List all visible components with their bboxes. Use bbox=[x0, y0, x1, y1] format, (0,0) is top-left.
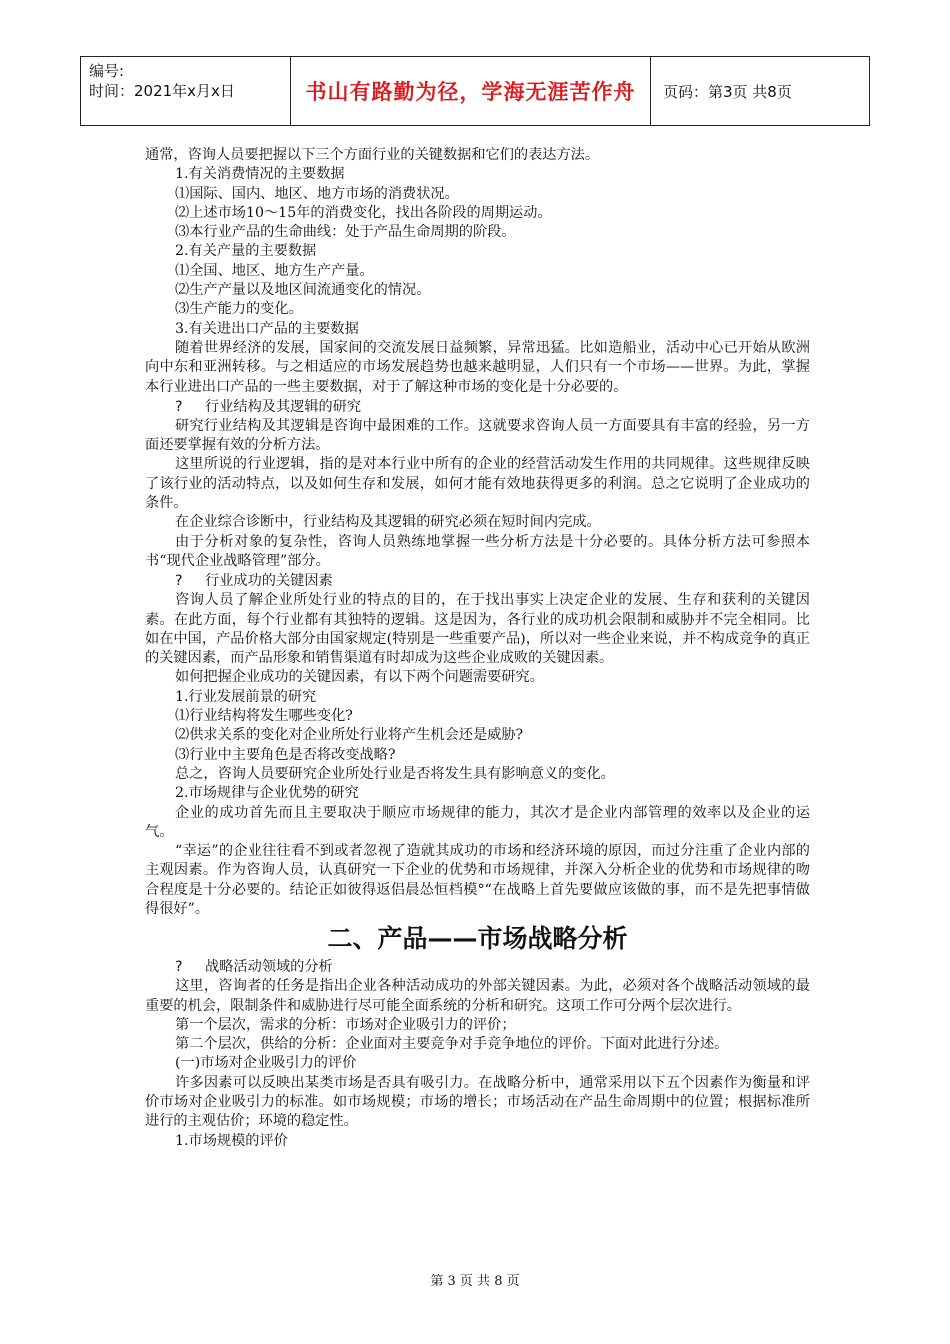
header-page-info: 页码：第3页 共8页 bbox=[663, 82, 792, 101]
list-item: ⑵供求关系的变化对企业所处行业将产生机会还是威胁? bbox=[175, 727, 524, 744]
list-item: ⑶本行业产品的生命曲线：处于产品生命周期的阶段。 bbox=[175, 224, 516, 241]
subsection-heading-text: 行业成功的关键因素 bbox=[205, 573, 333, 590]
subsection-heading-text: 行业结构及其逻辑的研究 bbox=[205, 398, 362, 415]
paragraph: 随着世界经济的发展，国家间的交流发展日益频繁，异常迅猛。比如造船业，活动中心已开始从欧洲向中东和亚洲转移。与之相适应的市场发展趋势也越来越明显，人们只有一个市场——世界。为此，掌握本行业进出口产品的一些主要数据，对于了解这种市场的变化是十分必要的。 bbox=[145, 339, 810, 395]
list-item: ⑶生产能力的变化。 bbox=[175, 301, 303, 318]
paragraph: 总之，咨询人员要研究企业所处行业是否将发生具有影响意义的变化。 bbox=[175, 765, 615, 782]
header-motto: 书山有路勤为径，学海无涯苦作舟 bbox=[291, 57, 651, 125]
list-item: 3.有关进出口产品的主要数据 bbox=[175, 320, 359, 337]
list-item: ⑵生产产量以及地区间流通变化的情况。 bbox=[175, 282, 431, 299]
paragraph: 咨询人员了解企业所处行业的特点的目的，在于找出事实上决定企业的发展、生存和获利的关键因素。在此方面，每个行业都有其独特的逻辑。这是因为，各行业的成功机会限制和威胁并不完全相同。比如在中国，产品价格大部分由国家规定(特别是一些重要产品)，所以对一些企业来说，并不构成竞争的真正的关键因素，而产品形象和销售渠道有时却成为这些企业成败的关键因素。 bbox=[145, 592, 810, 667]
bullet-marker: ? bbox=[175, 398, 183, 415]
bullet-marker: ? bbox=[175, 573, 183, 590]
paragraph: 如何把握企业成功的关键因素，有以下两个问题需要研究。 bbox=[175, 669, 544, 686]
document-number-label: 编号: bbox=[89, 62, 125, 80]
header-meta bbox=[81, 57, 291, 125]
list-item: 1.行业发展前景的研究 bbox=[175, 688, 317, 705]
subsection-heading bbox=[145, 397, 810, 417]
bullet-marker: ? bbox=[175, 959, 183, 976]
list-item: ⑴全国、地区、地方生产产量。 bbox=[175, 262, 374, 279]
list-item: ⑴行业结构将发生哪些变化? bbox=[175, 708, 353, 725]
paragraph: 通常，咨询人员要把握以下三个方面行业的关键数据和它们的表达方法。 bbox=[145, 147, 600, 163]
list-item: (一)市场对企业吸引力的评价 bbox=[175, 1055, 357, 1072]
section-title: 二、产品——市场战略分析 bbox=[327, 924, 628, 954]
list-item: ⑵上述市场10～15年的消费变化，找出各阶段的周期运动。 bbox=[175, 204, 552, 221]
paragraph: 这里，咨询者的任务是指出企业各种活动成功的外部关键因素。为此，必须对各个战略活动领域的最重要的机会，限制条件和威胁进行尽可能全面系统的分析和研究。这项工作可分两个层次进行。 bbox=[145, 978, 810, 1014]
subsection-heading bbox=[145, 571, 810, 591]
page-footer: 第 3 页 共 8 页 bbox=[430, 1274, 520, 1289]
paragraph: 企业的成功首先而且主要取决于顺应市场规律的能力，其次才是企业内部管理的效率以及企业的运气。 bbox=[145, 804, 810, 840]
list-item: ⑶行业中主要角色是否将改变战略? bbox=[175, 746, 396, 763]
list-item: 2.市场规律与企业优势的研究 bbox=[175, 785, 359, 802]
subsection-heading-text: 战略活动领域的分析 bbox=[205, 959, 333, 976]
list-item: 1.有关消费情况的主要数据 bbox=[175, 166, 345, 183]
list-item: 2.有关产量的主要数据 bbox=[175, 243, 317, 260]
paragraph: 许多因素可以反映出某类市场是否具有吸引力。在战略分析中，通常采用以下五个因素作为衡量和评价市场对企业吸引力的标准。如市场规模；市场的增长；市场活动在产品生命周期中的位置；根据标准所进行的主观估价；环境的稳定性。 bbox=[145, 1074, 810, 1130]
list-item: 1.市场规模的评价 bbox=[175, 1132, 288, 1149]
document-date: 时间：2021年x月x日 bbox=[89, 82, 235, 100]
paragraph: “幸运”的企业往往看不到或者忽视了造就其成功的市场和经济环境的原因，而过分注重了企业内部的主观因素。作为咨询人员，认真研究一下企业的优势和市场规律，并深入分析企业的优势和市场规律的吻合程度是十分必要的。结论正如彼得返侣晨怂恒档模°“在战略上首先要做应该做的事，而不是先把事情做得很好”。 bbox=[145, 843, 810, 917]
paragraph: 研究行业结构及其逻辑是咨询中最困难的工作。这就要求咨询人员一方面要具有丰富的经验，另一方面还要掌握有效的分析方法。 bbox=[145, 417, 810, 454]
paragraph: 在企业综合诊断中，行业结构及其逻辑的研究必须在短时间内完成。 bbox=[175, 514, 601, 531]
paragraph: 由于分析对象的复杂性，咨询人员熟练地掌握一些分析方法是十分必要的。具体分析方法可参照本书“现代企业战略管理”部分。 bbox=[145, 533, 810, 569]
paragraph: 第一个层次，需求的分析：市场对企业吸引力的评价； bbox=[175, 1016, 516, 1033]
paragraph: 第二个层次，供给的分析：企业面对主要竞争对手竞争地位的评价。下面对此进行分述。 bbox=[175, 1036, 729, 1053]
page-header bbox=[80, 56, 870, 126]
list-item: ⑴国际、国内、地区、地方市场的消费状况。 bbox=[175, 185, 459, 202]
subsection-heading bbox=[145, 957, 810, 977]
document-body bbox=[145, 146, 810, 1151]
paragraph: 这里所说的行业逻辑，指的是对本行业中所有的企业的经营活动发生作用的共同规律。这些规律反映了该行业的活动特点，以及如何生存和发展，如何才能有效地获得更多的利润。总之它说明了企业成功的条件。 bbox=[145, 456, 810, 512]
